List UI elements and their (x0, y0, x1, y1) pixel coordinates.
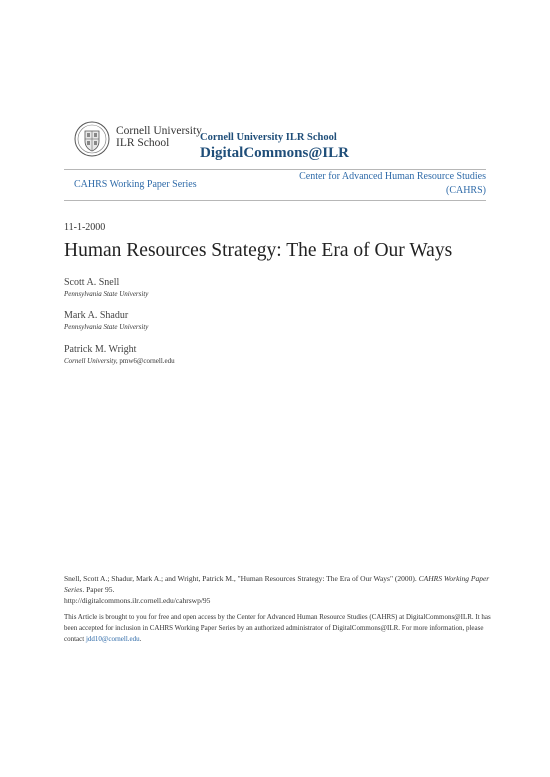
header (74, 117, 486, 169)
author-email[interactable]: pmw6@cornell.edu (119, 357, 175, 365)
citation-url[interactable]: http://digitalcommons.ilr.cornell.edu/cahrswp/95 (64, 596, 211, 605)
author-name[interactable]: Scott A. Snell (64, 277, 120, 288)
access-notice (64, 612, 494, 645)
center-name-line1: Center for Advanced Human Resource Studies (299, 171, 486, 182)
author-affiliation: Pennsylvania State University (64, 290, 149, 298)
author-affiliation-text: Cornell University, (64, 357, 118, 365)
center-link[interactable] (256, 170, 486, 198)
author-name[interactable]: Mark A. Shadur (64, 310, 129, 321)
citation-text: Snell, Scott A.; Shadur, Mark A.; and Wright, Patrick M., "Human Resources Strategy: The Era of Our Ways" (2000). (64, 574, 417, 583)
contact-email-link[interactable]: jdd10@cornell.edu (85, 635, 140, 643)
author-2 (64, 310, 148, 331)
author-name[interactable]: Patrick M. Wright (64, 344, 137, 355)
author-1 (64, 277, 148, 298)
citation-paper-number: . Paper 95. (82, 585, 115, 594)
ilr-school-link[interactable]: Cornell University ILR School (200, 132, 337, 143)
publication-date: 11-1-2000 (64, 222, 106, 233)
series-link[interactable]: CAHRS Working Paper Series (74, 179, 197, 190)
citation-series: CAHRS Working Paper Series (64, 574, 490, 594)
cornell-wordmark-line1: Cornell University (116, 125, 202, 137)
author-affiliation: Pennsylvania State University (64, 323, 149, 331)
notice-end: . (139, 635, 142, 643)
cornell-seal-icon (74, 121, 110, 157)
divider-bottom (64, 200, 486, 201)
cornell-wordmark-line2: ILR School (116, 137, 170, 149)
cornell-wordmark (116, 125, 202, 149)
author-3 (64, 344, 175, 365)
center-name-line2: (CAHRS) (445, 185, 486, 196)
paper-title: Human Resources Strategy: The Era of Our Ways (64, 240, 453, 261)
recommended-citation (64, 573, 494, 606)
digitalcommons-link[interactable]: DigitalCommons@ILR (200, 145, 349, 161)
notice-text: This Article is brought to you for free and open access by the Center for Advanced Human Resource Studies (CAHRS) at DigitalCommons@ILR. It has been accepted for inclusion in CAHRS Working Paper Series by an authorized administrator of DigitalCommons@ILR. For more information, please contact (64, 613, 491, 643)
author-affiliation (64, 357, 175, 365)
